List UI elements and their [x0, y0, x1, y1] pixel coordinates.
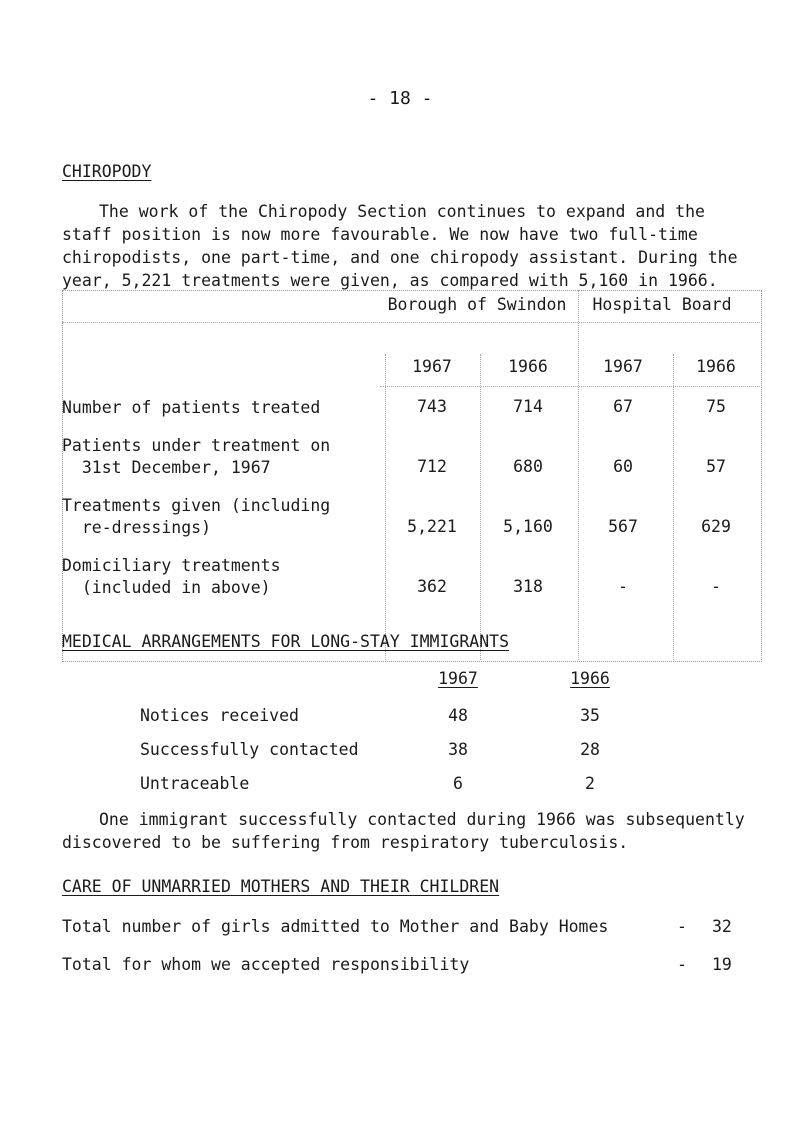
- group-header-borough: Borough of Swindon: [387, 295, 567, 314]
- table-rule: [578, 290, 579, 660]
- section-heading-unmarried-mothers: CARE OF UNMARRIED MOTHERS AND THEIR CHILDREN: [62, 877, 500, 896]
- label-line: re-dressings): [62, 518, 212, 537]
- table-cell: 714: [513, 397, 543, 416]
- page-number: - 18 -: [367, 88, 433, 109]
- year-header: 1967: [603, 357, 643, 376]
- paragraph-line: discovered to be suffering from respiratory tuberculosis.: [62, 833, 629, 852]
- table-cell: 57: [706, 457, 726, 476]
- table-cell: 5,160: [503, 517, 553, 536]
- year-header: 1966: [696, 357, 736, 376]
- section-heading-chiropody: CHIROPODY: [62, 162, 152, 181]
- table-cell: 5,221: [407, 517, 457, 536]
- table-rule: [673, 354, 674, 660]
- table-rule: [380, 386, 760, 387]
- table-rule: [62, 322, 760, 323]
- chiropody-paragraph: [62, 200, 738, 292]
- summary-row-dash: -: [677, 955, 687, 974]
- table-rule: [480, 354, 481, 660]
- paragraph-line: One immigrant successfully contacted during 1966 was subsequently: [99, 810, 745, 829]
- table-row-label: [62, 495, 330, 539]
- table-cell: 35: [580, 706, 600, 725]
- table-cell: -: [618, 577, 628, 596]
- summary-row-dash: -: [677, 917, 687, 936]
- paragraph-line: staff position is now more favourable. We now have two full-time: [62, 225, 698, 244]
- section-heading-immigrants: MEDICAL ARRANGEMENTS FOR LONG-STAY IMMIGRANTS: [62, 632, 510, 651]
- year-header: 1967: [438, 669, 478, 688]
- year-header: 1967: [412, 357, 452, 376]
- table-row-label: Untraceable: [140, 774, 250, 793]
- year-header: 1966: [570, 669, 610, 688]
- summary-row-label: Total for whom we accepted responsibility: [62, 955, 470, 974]
- paragraph-line: year, 5,221 treatments were given, as compared with 5,160 in 1966.: [62, 271, 718, 290]
- table-cell: 60: [613, 457, 633, 476]
- table-rule: [385, 354, 386, 660]
- table-cell: 28: [580, 740, 600, 759]
- label-line: Domiciliary treatments: [62, 556, 281, 575]
- table-row-label: [62, 435, 330, 479]
- table-cell: 6: [453, 774, 463, 793]
- group-header-hospital: Hospital Board: [592, 295, 732, 314]
- label-line: Treatments given (including: [62, 496, 331, 515]
- table-row-label: Successfully contacted: [140, 740, 359, 759]
- table-row-label: [62, 397, 320, 419]
- label-line: Number of patients treated: [62, 398, 321, 417]
- paragraph-line: chiropodists, one part-time, and one chiropody assistant. During the: [62, 248, 738, 267]
- paragraph-line: The work of the Chiropody Section continues to expand and the: [99, 202, 705, 221]
- table-cell: 567: [608, 517, 638, 536]
- summary-row-value: 32: [712, 917, 732, 936]
- table-cell: -: [711, 577, 721, 596]
- table-cell: 318: [513, 577, 543, 596]
- table-cell: 362: [417, 577, 447, 596]
- table-cell: 680: [513, 457, 543, 476]
- label-line: 31st December, 1967: [62, 458, 271, 477]
- table-cell: 712: [417, 457, 447, 476]
- year-header: 1966: [508, 357, 548, 376]
- summary-row-label: Total number of girls admitted to Mother and Baby Homes: [62, 917, 609, 936]
- table-cell: 2: [585, 774, 595, 793]
- label-line: Patients under treatment on: [62, 436, 331, 455]
- table-cell: 67: [613, 397, 633, 416]
- table-cell: 38: [448, 740, 468, 759]
- table-cell: 629: [701, 517, 731, 536]
- label-line: (included in above): [62, 578, 271, 597]
- table-row-label: [62, 555, 281, 599]
- table-cell: 48: [448, 706, 468, 725]
- immigrants-note: [62, 808, 745, 854]
- summary-row-value: 19: [712, 955, 732, 974]
- table-row-label: Notices received: [140, 706, 299, 725]
- table-cell: 743: [417, 397, 447, 416]
- table-cell: 75: [706, 397, 726, 416]
